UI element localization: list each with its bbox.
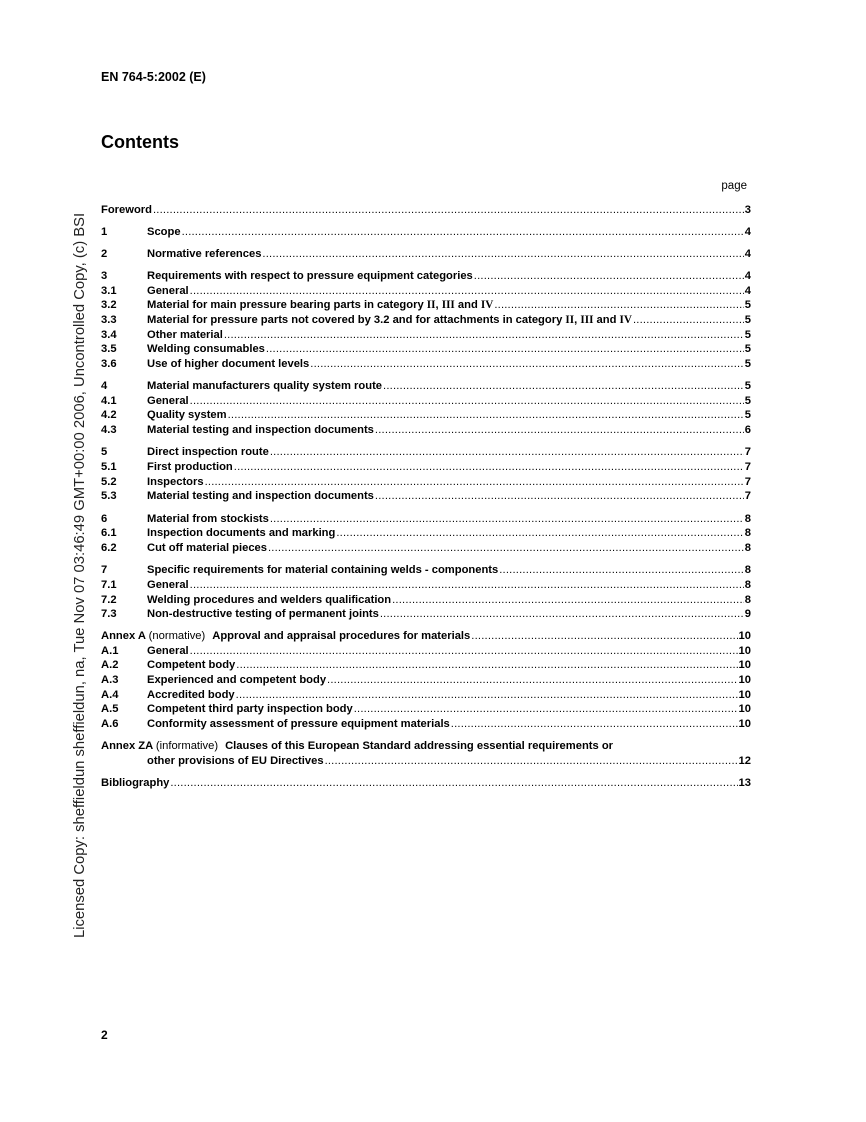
dot-leader <box>190 578 744 592</box>
license-watermark: Licensed Copy: sheffieldun sheffieldun, na, Tue Nov 07 03:46:49 GMT+00:00 2006, Uncontrolled Copy, (c) BSI <box>72 212 88 938</box>
toc-entry-6-1[interactable]: 6.1 Inspection documents and marking ..... 8 <box>101 526 751 540</box>
toc-entry-5-1[interactable]: 5.1 First production ..... 7 <box>101 460 751 474</box>
dot-leader <box>190 394 744 408</box>
toc-entry-7-1[interactable]: 7.1 General ..... 8 <box>101 578 751 592</box>
dot-leader <box>380 607 744 621</box>
dot-leader <box>270 512 744 526</box>
toc-entry-5-2[interactable]: 5.2 Inspectors ..... 7 <box>101 475 751 489</box>
toc-entry-annex-a[interactable]: Annex A (normative) Approval and appraisal procedures for materials ..... 10 <box>101 629 751 643</box>
toc-entry-a-6[interactable]: A.6 Conformity assessment of pressure equipment materials ..... 10 <box>101 717 751 731</box>
dot-leader <box>375 423 744 437</box>
toc-entry-7[interactable]: 7 Specific requirements for material containing welds - components ..... 8 <box>101 563 751 577</box>
dot-leader <box>633 313 744 327</box>
toc-entry-3-4[interactable]: 3.4 Other material ..... 5 <box>101 328 751 342</box>
toc-entry-a-3[interactable]: A.3 Experienced and competent body ..... 10 <box>101 673 751 687</box>
dot-leader <box>310 357 744 371</box>
toc-entry-3[interactable]: 3 Requirements with respect to pressure equipment categories ..... 4 <box>101 269 751 283</box>
toc-entry-3-2[interactable]: 3.2 Material for main pressure bearing parts in category II, III and IV ..... 5 <box>101 298 751 312</box>
page-title: Contents <box>101 132 179 152</box>
dot-leader <box>236 688 738 702</box>
dot-leader <box>234 460 744 474</box>
dot-leader <box>392 593 744 607</box>
toc-entry-a-5[interactable]: A.5 Competent third party inspection body ..... 10 <box>101 702 751 716</box>
dot-leader <box>499 563 744 577</box>
page-number: 2 <box>101 1028 108 1042</box>
toc-entry-annex-za-cont[interactable]: other provisions of EU Directives ..... 12 <box>147 754 751 768</box>
toc-entry-7-2[interactable]: 7.2 Welding procedures and welders qualification ..... 8 <box>101 593 751 607</box>
toc-entry-bibliography[interactable]: Bibliography ..... 13 <box>101 776 751 790</box>
dot-leader <box>494 298 743 312</box>
toc-entry-annex-za[interactable]: Annex ZA (informative) Clauses of this European Standard addressing essential requirements or <box>101 740 614 752</box>
toc-entry-4[interactable]: 4 Material manufacturers quality system route ..... 5 <box>101 379 751 393</box>
dot-leader <box>182 225 744 239</box>
dot-leader <box>327 673 738 687</box>
toc-entry-foreword[interactable]: Foreword ..... 3 <box>101 203 751 217</box>
dot-leader <box>354 702 738 716</box>
dot-leader <box>153 203 744 217</box>
dot-leader <box>170 776 737 790</box>
toc-entry-6-2[interactable]: 6.2 Cut off material pieces ..... 8 <box>101 541 751 555</box>
toc-entry-3-5[interactable]: 3.5 Welding consumables ..... 5 <box>101 342 751 356</box>
dot-leader <box>474 269 744 283</box>
dot-leader <box>268 541 744 555</box>
dot-leader <box>236 658 737 672</box>
toc-entry-4-1[interactable]: 4.1 General ..... 5 <box>101 394 751 408</box>
toc-entry-4-3[interactable]: 4.3 Material testing and inspection documents ..... 6 <box>101 423 751 437</box>
dot-leader <box>262 247 743 261</box>
document-id: EN 764-5:2002 (E) <box>101 70 206 84</box>
toc-entry-3-1[interactable]: 3.1 General ..... 4 <box>101 284 751 298</box>
toc-entry-a-4[interactable]: A.4 Accredited body ..... 10 <box>101 688 751 702</box>
toc-entry-7-3[interactable]: 7.3 Non-destructive testing of permanent joints ..... 9 <box>101 607 751 621</box>
dot-leader <box>205 475 744 489</box>
dot-leader <box>336 526 743 540</box>
dot-leader <box>224 328 744 342</box>
dot-leader <box>270 445 744 459</box>
toc-entry-6[interactable]: 6 Material from stockists ..... 8 <box>101 512 751 526</box>
dot-leader <box>325 754 738 768</box>
dot-leader <box>228 408 744 422</box>
dot-leader <box>266 342 744 356</box>
toc-entry-3-6[interactable]: 3.6 Use of higher document levels ..... 5 <box>101 357 751 371</box>
toc-entry-2[interactable]: 2 Normative references ..... 4 <box>101 247 751 261</box>
toc-entry-5[interactable]: 5 Direct inspection route ..... 7 <box>101 445 751 459</box>
dot-leader <box>451 717 738 731</box>
toc-entry-3-3[interactable]: 3.3 Material for pressure parts not covered by 3.2 and for attachments in category II, III and IV ..... 5 <box>101 313 751 327</box>
dot-leader <box>383 379 744 393</box>
dot-leader <box>375 489 744 503</box>
dot-leader <box>190 284 744 298</box>
dot-leader <box>471 629 737 643</box>
toc-entry-4-2[interactable]: 4.2 Quality system ..... 5 <box>101 408 751 422</box>
toc-entry-5-3[interactable]: 5.3 Material testing and inspection documents ..... 7 <box>101 489 751 503</box>
dot-leader <box>190 644 738 658</box>
page-column-label: page <box>721 180 747 192</box>
toc-entry-a-1[interactable]: A.1 General ..... 10 <box>101 644 751 658</box>
toc-entry-a-2[interactable]: A.2 Competent body ..... 10 <box>101 658 751 672</box>
toc-entry-1[interactable]: 1 Scope ..... 4 <box>101 225 751 239</box>
